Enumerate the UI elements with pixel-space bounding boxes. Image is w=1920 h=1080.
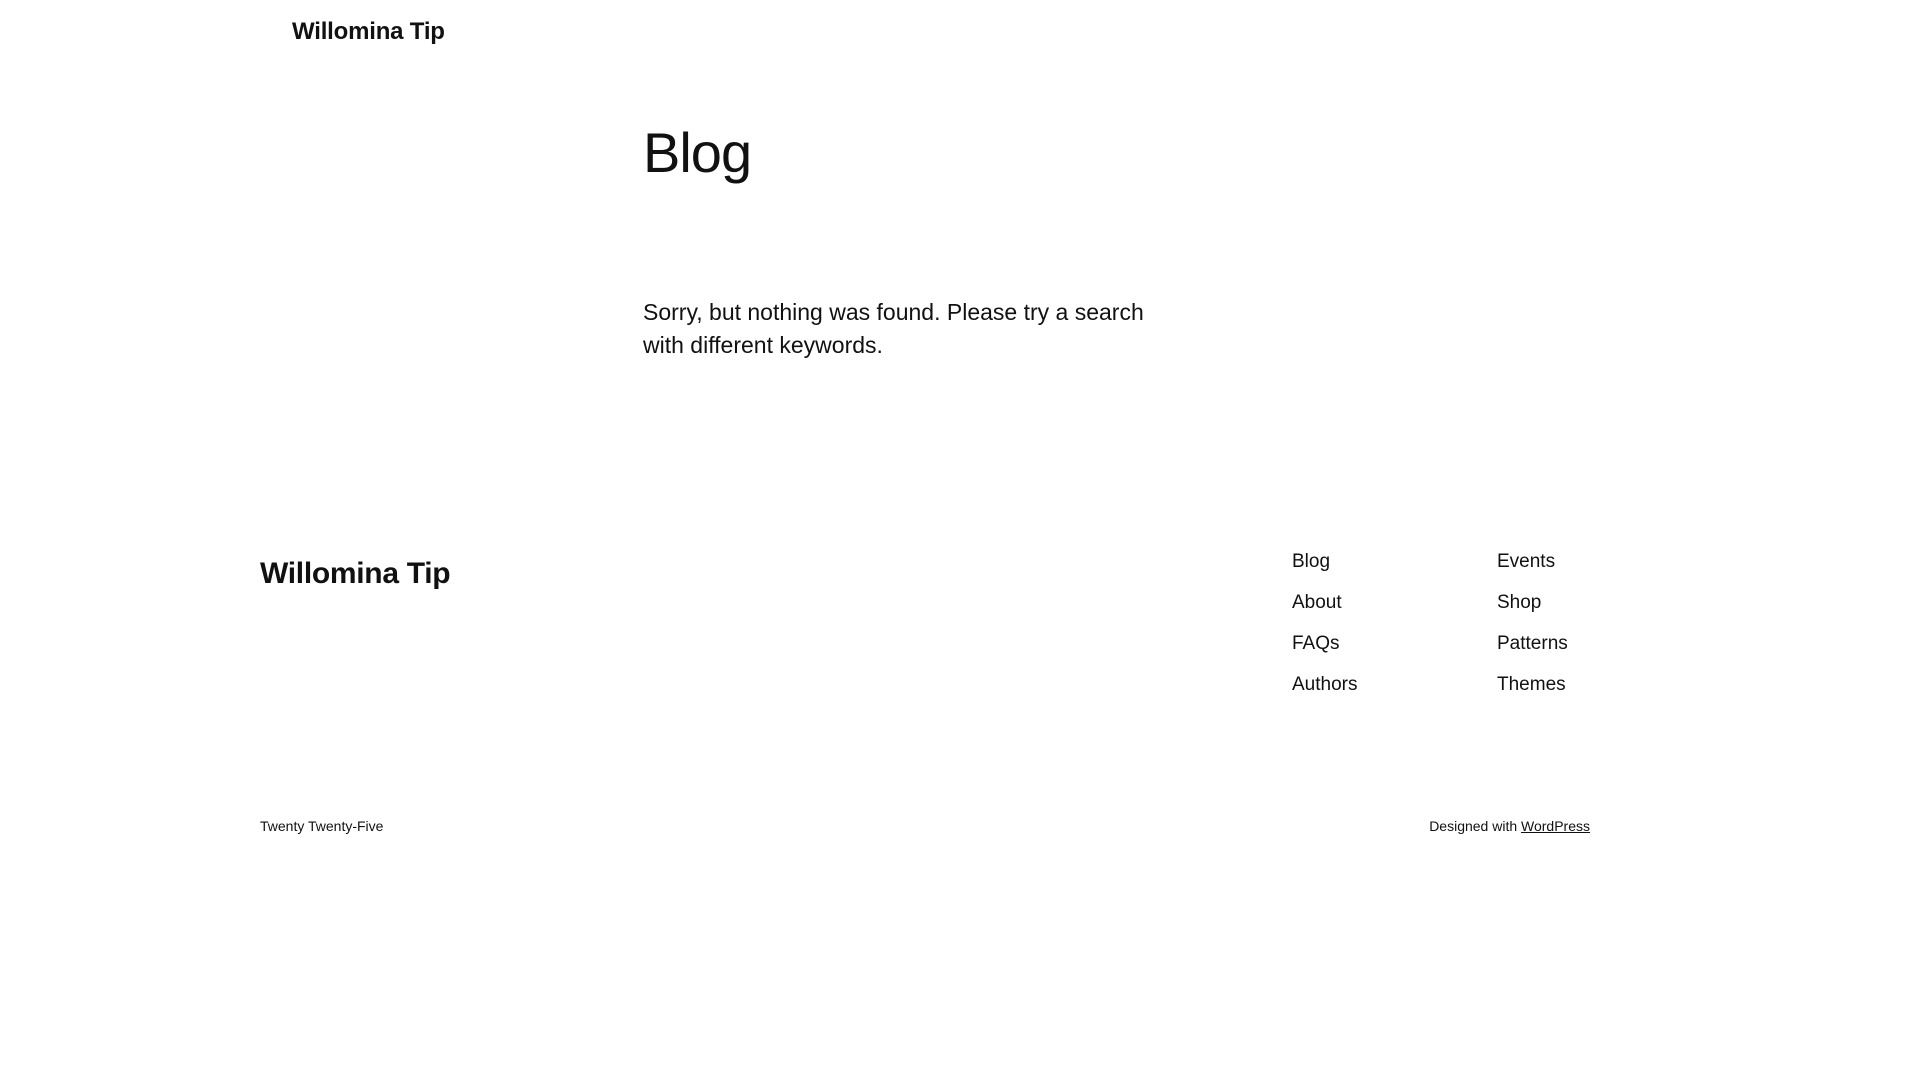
footer-link-about[interactable]: About xyxy=(1292,592,1342,613)
site-header xyxy=(292,18,445,47)
theme-credit: Twenty Twenty-Five xyxy=(260,818,384,834)
footer-link-shop[interactable]: Shop xyxy=(1497,592,1542,613)
footer-navigation xyxy=(1292,552,1702,694)
designed-with-credit xyxy=(1429,818,1590,834)
footer-link-authors[interactable]: Authors xyxy=(1292,674,1358,695)
footer-link-patterns[interactable]: Patterns xyxy=(1497,633,1568,654)
site-title-link[interactable]: Willomina Tip xyxy=(292,18,445,45)
footer-nav-column-2 xyxy=(1497,552,1702,694)
footer-link-blog[interactable]: Blog xyxy=(1292,551,1331,572)
footer-bottom-bar xyxy=(260,818,1660,838)
footer-brand-link[interactable]: Willomina Tip xyxy=(260,557,451,590)
footer-link-themes[interactable]: Themes xyxy=(1497,674,1566,695)
footer-nav-column-1 xyxy=(1292,552,1497,694)
designed-with-text: Designed with xyxy=(1429,818,1522,834)
page-title: Blog xyxy=(643,121,752,184)
footer-link-events[interactable]: Events xyxy=(1497,551,1556,572)
main-content xyxy=(643,122,1343,385)
wordpress-link[interactable]: WordPress xyxy=(1521,818,1590,834)
footer-link-faqs[interactable]: FAQs xyxy=(1292,633,1340,654)
no-results-message: Sorry, but nothing was found. Please try a search with different keywords. xyxy=(643,298,1144,358)
